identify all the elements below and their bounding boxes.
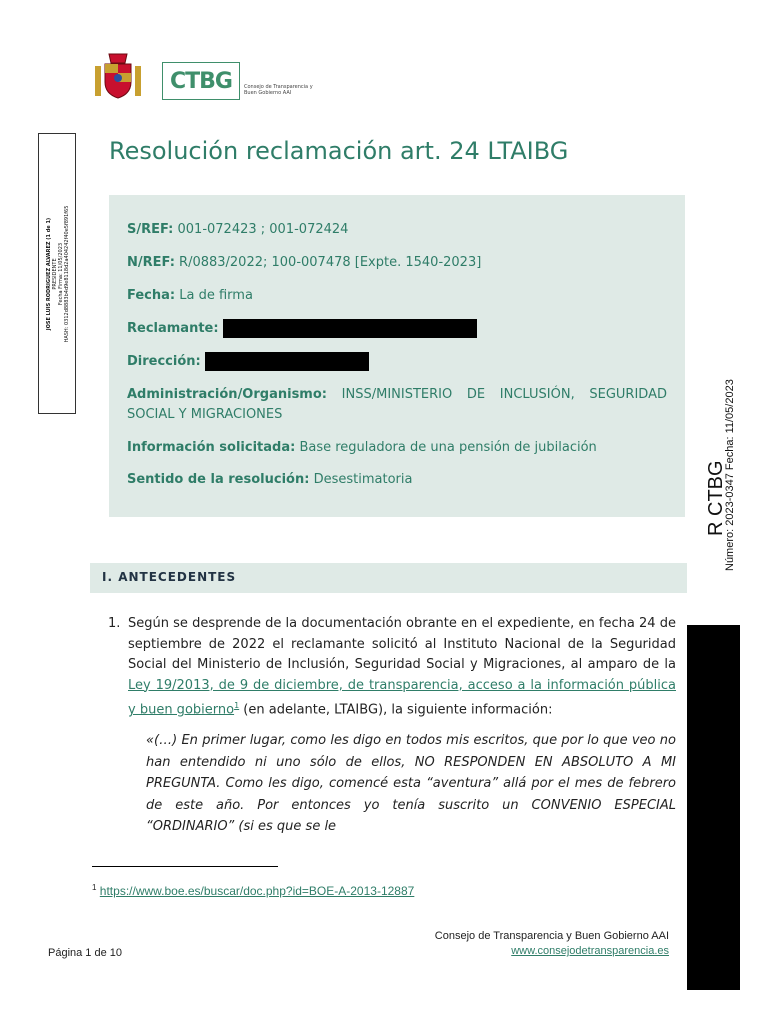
footnote-ref[interactable]: 1 xyxy=(234,701,240,710)
info-fecha xyxy=(127,286,667,306)
nref-label: N/REF: xyxy=(127,255,175,270)
redaction-bar xyxy=(687,625,740,990)
info-nref xyxy=(127,253,667,273)
ctbg-logo-text: CTBG xyxy=(170,68,232,94)
stamp-signer: JOSE LUIS RODRIGUEZ ALVAREZ (1 de 1) xyxy=(46,217,52,331)
sentido-label: Sentido de la resolución: xyxy=(127,472,310,487)
info-direccion xyxy=(127,352,667,372)
list-number: 1. xyxy=(108,616,121,631)
paragraph-text-after: (en adelante, LTAIBG), la siguiente información: xyxy=(239,702,553,718)
page-title: Resolución reclamación art. 24 LTAIBG xyxy=(109,137,569,165)
footnote-link[interactable]: https://www.boe.es/buscar/doc.php?id=BOE-A-2013-12887 xyxy=(99,884,415,898)
section-header xyxy=(90,563,687,593)
list-item xyxy=(108,614,676,721)
page-number: Página 1 de 10 xyxy=(48,947,123,959)
nref-value: R/0883/2022; 100-007478 [Expte. 1540-2023] xyxy=(179,255,482,270)
redaction-block xyxy=(223,319,477,338)
quote-text: «(…) En primer lugar, como les digo en todos mis escritos, que por lo que veo no han entendido ni uno sólo de ellos, NO RESPONDEN EN ABSOLUTO A MI PREGUNTA. Como les digo, comencé esta “aventura” allá por el mes de febrero de este año. Por entonces yo tenía suscrito un CONVENIO ESPECIAL “ORDINARIO” (si es que se le xyxy=(146,733,676,834)
fecha-value: La de firma xyxy=(179,288,253,303)
registry-number-date: Número: 2023-0347 Fecha: 11/05/2023 xyxy=(724,379,736,571)
info-solicitada-value: Base reguladora de una pensión de jubilación xyxy=(299,440,597,455)
signature-stamp xyxy=(38,133,76,414)
ctbg-logo xyxy=(162,62,240,100)
direccion-label: Dirección: xyxy=(127,354,201,369)
info-solicitada xyxy=(127,438,667,458)
paragraph-text xyxy=(128,614,676,721)
sref-value: 001-072423 ; 001-072424 xyxy=(177,222,349,237)
admin-label: Administración/Organismo: xyxy=(127,387,327,402)
admin-value: INSS/MINISTERIO DE INCLUSIÓN, SEGURIDAD SOCIAL Y MIGRACIONES xyxy=(127,387,667,422)
registry-rctbg: R CTBG xyxy=(705,460,727,536)
ctbg-subtitle: Consejo de Transparencia y Buen Gobierno AAI xyxy=(244,84,313,96)
footnote xyxy=(92,883,414,898)
section-title: I. ANTECEDENTES xyxy=(102,570,237,584)
footer-web-link[interactable]: www.consejodetransparencia.es xyxy=(511,945,669,957)
footnote-mark: 1 xyxy=(92,883,97,892)
info-sentido xyxy=(127,470,667,490)
sentido-value: Desestimatoria xyxy=(313,472,413,487)
footer-org: Consejo de Transparencia y Buen Gobierno AAI xyxy=(434,930,669,942)
stamp-role: PRESIDENTE xyxy=(52,258,58,290)
ley-link[interactable]: Ley 19/2013, de 9 de diciembre, de transparencia, acceso a la información pública y buen gobierno xyxy=(128,677,676,718)
footnote-divider xyxy=(92,866,278,867)
sref-label: S/REF: xyxy=(127,222,174,237)
stamp-hash: HASH: 0312d8883b4d9e8118d2a404242f40e5f891f65 xyxy=(64,205,70,343)
reclamante-label: Reclamante: xyxy=(127,321,219,336)
redaction-block xyxy=(205,352,369,371)
info-sref xyxy=(127,220,667,240)
fecha-label: Fecha: xyxy=(127,288,176,303)
info-box xyxy=(109,195,685,517)
paragraph-text-before: Según se desprende de la documentación obrante en el expediente, en fecha 24 de septiembre de 2022 el reclamante solicitó al Instituto Nacional de la Seguridad Social del Ministerio de Inclusión, Seguridad Social y Migraciones, al amparo de la xyxy=(128,616,676,672)
stamp-text xyxy=(46,144,70,404)
spain-coat-of-arms-icon xyxy=(93,52,143,102)
info-reclamante xyxy=(127,319,667,339)
info-admin xyxy=(127,385,667,425)
stamp-date: Fecha Firma: 11/05/2023 xyxy=(58,242,64,306)
info-solicitada-label: Información solicitada: xyxy=(127,440,296,455)
